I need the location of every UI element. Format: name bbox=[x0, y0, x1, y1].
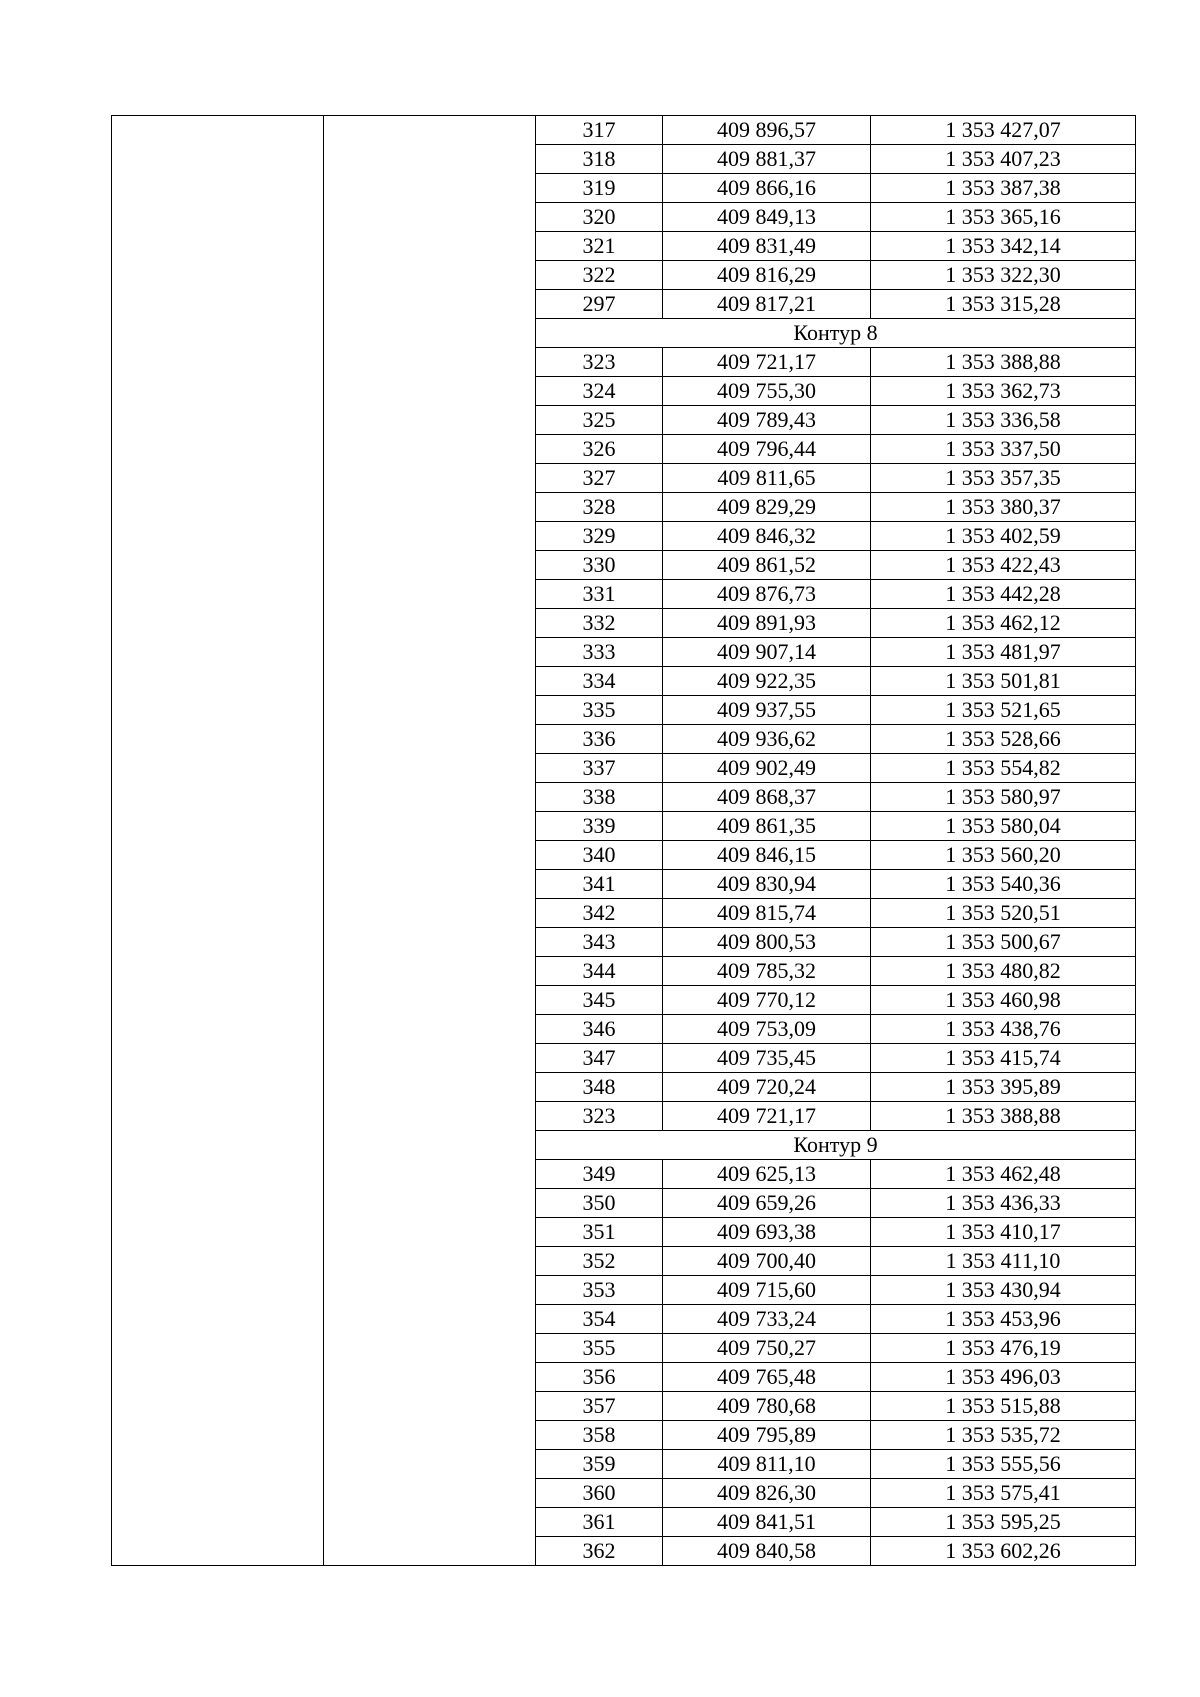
coord-x-cell: 409 840,58 bbox=[663, 1537, 871, 1566]
coord-y-cell: 1 353 515,88 bbox=[871, 1392, 1136, 1421]
contour-title: Контур 9 bbox=[536, 1131, 1136, 1160]
point-number-cell: 331 bbox=[536, 580, 663, 609]
coord-y-cell: 1 353 575,41 bbox=[871, 1479, 1136, 1508]
coord-x-cell: 409 750,27 bbox=[663, 1334, 871, 1363]
coord-x-cell: 409 829,29 bbox=[663, 493, 871, 522]
coord-y-cell: 1 353 462,12 bbox=[871, 609, 1136, 638]
coord-y-cell: 1 353 387,38 bbox=[871, 174, 1136, 203]
point-number-cell: 361 bbox=[536, 1508, 663, 1537]
point-number-cell: 335 bbox=[536, 696, 663, 725]
coord-x-cell: 409 866,16 bbox=[663, 174, 871, 203]
point-number-cell: 332 bbox=[536, 609, 663, 638]
coord-y-cell: 1 353 476,19 bbox=[871, 1334, 1136, 1363]
coord-x-cell: 409 720,24 bbox=[663, 1073, 871, 1102]
coord-x-cell: 409 936,62 bbox=[663, 725, 871, 754]
coord-x-cell: 409 733,24 bbox=[663, 1305, 871, 1334]
point-number-cell: 348 bbox=[536, 1073, 663, 1102]
coord-y-cell: 1 353 580,97 bbox=[871, 783, 1136, 812]
table-row bbox=[112, 116, 1136, 145]
coord-x-cell: 409 861,52 bbox=[663, 551, 871, 580]
point-number-cell: 322 bbox=[536, 261, 663, 290]
coord-y-cell: 1 353 422,43 bbox=[871, 551, 1136, 580]
point-number-cell: 333 bbox=[536, 638, 663, 667]
point-number-cell: 344 bbox=[536, 957, 663, 986]
coord-y-cell: 1 353 322,30 bbox=[871, 261, 1136, 290]
point-number-cell: 329 bbox=[536, 522, 663, 551]
coord-y-cell: 1 353 365,16 bbox=[871, 203, 1136, 232]
coord-x-cell: 409 937,55 bbox=[663, 696, 871, 725]
coord-x-cell: 409 700,40 bbox=[663, 1247, 871, 1276]
coord-y-cell: 1 353 388,88 bbox=[871, 348, 1136, 377]
coord-y-cell: 1 353 520,51 bbox=[871, 899, 1136, 928]
point-number-cell: 347 bbox=[536, 1044, 663, 1073]
point-number-cell: 340 bbox=[536, 841, 663, 870]
coord-x-cell: 409 922,35 bbox=[663, 667, 871, 696]
coordinates-table-body bbox=[112, 116, 1136, 1566]
point-number-cell: 328 bbox=[536, 493, 663, 522]
coord-x-cell: 409 693,38 bbox=[663, 1218, 871, 1247]
point-number-cell: 354 bbox=[536, 1305, 663, 1334]
left-blank-column-2 bbox=[324, 116, 536, 1566]
coord-y-cell: 1 353 395,89 bbox=[871, 1073, 1136, 1102]
coord-x-cell: 409 876,73 bbox=[663, 580, 871, 609]
coord-y-cell: 1 353 427,07 bbox=[871, 116, 1136, 145]
coord-y-cell: 1 353 555,56 bbox=[871, 1450, 1136, 1479]
coord-x-cell: 409 826,30 bbox=[663, 1479, 871, 1508]
coord-y-cell: 1 353 342,14 bbox=[871, 232, 1136, 261]
coord-y-cell: 1 353 415,74 bbox=[871, 1044, 1136, 1073]
coord-x-cell: 409 849,13 bbox=[663, 203, 871, 232]
coord-x-cell: 409 735,45 bbox=[663, 1044, 871, 1073]
point-number-cell: 317 bbox=[536, 116, 663, 145]
point-number-cell: 326 bbox=[536, 435, 663, 464]
coord-y-cell: 1 353 481,97 bbox=[871, 638, 1136, 667]
coord-x-cell: 409 780,68 bbox=[663, 1392, 871, 1421]
coord-x-cell: 409 881,37 bbox=[663, 145, 871, 174]
coord-x-cell: 409 816,29 bbox=[663, 261, 871, 290]
point-number-cell: 356 bbox=[536, 1363, 663, 1392]
coord-y-cell: 1 353 357,35 bbox=[871, 464, 1136, 493]
point-number-cell: 349 bbox=[536, 1160, 663, 1189]
point-number-cell: 327 bbox=[536, 464, 663, 493]
point-number-cell: 321 bbox=[536, 232, 663, 261]
coordinates-table bbox=[111, 115, 1136, 1566]
coord-x-cell: 409 846,15 bbox=[663, 841, 871, 870]
point-number-cell: 323 bbox=[536, 1102, 663, 1131]
coord-y-cell: 1 353 500,67 bbox=[871, 928, 1136, 957]
coord-y-cell: 1 353 540,36 bbox=[871, 870, 1136, 899]
coord-y-cell: 1 353 436,33 bbox=[871, 1189, 1136, 1218]
coord-x-cell: 409 721,17 bbox=[663, 1102, 871, 1131]
coord-y-cell: 1 353 442,28 bbox=[871, 580, 1136, 609]
coord-y-cell: 1 353 336,58 bbox=[871, 406, 1136, 435]
coord-x-cell: 409 868,37 bbox=[663, 783, 871, 812]
point-number-cell: 360 bbox=[536, 1479, 663, 1508]
coord-x-cell: 409 789,43 bbox=[663, 406, 871, 435]
coord-x-cell: 409 715,60 bbox=[663, 1276, 871, 1305]
coord-x-cell: 409 861,35 bbox=[663, 812, 871, 841]
coord-x-cell: 409 817,21 bbox=[663, 290, 871, 319]
coord-y-cell: 1 353 560,20 bbox=[871, 841, 1136, 870]
point-number-cell: 353 bbox=[536, 1276, 663, 1305]
coord-y-cell: 1 353 453,96 bbox=[871, 1305, 1136, 1334]
point-number-cell: 352 bbox=[536, 1247, 663, 1276]
coord-x-cell: 409 891,93 bbox=[663, 609, 871, 638]
point-number-cell: 334 bbox=[536, 667, 663, 696]
coord-x-cell: 409 902,49 bbox=[663, 754, 871, 783]
coord-y-cell: 1 353 388,88 bbox=[871, 1102, 1136, 1131]
coord-x-cell: 409 795,89 bbox=[663, 1421, 871, 1450]
coord-x-cell: 409 896,57 bbox=[663, 116, 871, 145]
left-blank-column-1 bbox=[112, 116, 324, 1566]
coord-y-cell: 1 353 535,72 bbox=[871, 1421, 1136, 1450]
point-number-cell: 359 bbox=[536, 1450, 663, 1479]
point-number-cell: 343 bbox=[536, 928, 663, 957]
coord-x-cell: 409 785,32 bbox=[663, 957, 871, 986]
point-number-cell: 351 bbox=[536, 1218, 663, 1247]
coord-x-cell: 409 753,09 bbox=[663, 1015, 871, 1044]
coord-y-cell: 1 353 554,82 bbox=[871, 754, 1136, 783]
coord-y-cell: 1 353 462,48 bbox=[871, 1160, 1136, 1189]
coord-y-cell: 1 353 337,50 bbox=[871, 435, 1136, 464]
coord-y-cell: 1 353 501,81 bbox=[871, 667, 1136, 696]
coord-y-cell: 1 353 528,66 bbox=[871, 725, 1136, 754]
point-number-cell: 318 bbox=[536, 145, 663, 174]
coord-x-cell: 409 811,10 bbox=[663, 1450, 871, 1479]
point-number-cell: 357 bbox=[536, 1392, 663, 1421]
coord-x-cell: 409 841,51 bbox=[663, 1508, 871, 1537]
point-number-cell: 319 bbox=[536, 174, 663, 203]
coord-y-cell: 1 353 595,25 bbox=[871, 1508, 1136, 1537]
point-number-cell: 338 bbox=[536, 783, 663, 812]
point-number-cell: 346 bbox=[536, 1015, 663, 1044]
coord-x-cell: 409 796,44 bbox=[663, 435, 871, 464]
point-number-cell: 362 bbox=[536, 1537, 663, 1566]
coord-y-cell: 1 353 430,94 bbox=[871, 1276, 1136, 1305]
point-number-cell: 339 bbox=[536, 812, 663, 841]
coord-x-cell: 409 625,13 bbox=[663, 1160, 871, 1189]
coord-x-cell: 409 815,74 bbox=[663, 899, 871, 928]
point-number-cell: 325 bbox=[536, 406, 663, 435]
coord-y-cell: 1 353 407,23 bbox=[871, 145, 1136, 174]
coord-y-cell: 1 353 460,98 bbox=[871, 986, 1136, 1015]
point-number-cell: 297 bbox=[536, 290, 663, 319]
point-number-cell: 355 bbox=[536, 1334, 663, 1363]
coord-x-cell: 409 659,26 bbox=[663, 1189, 871, 1218]
coord-x-cell: 409 755,30 bbox=[663, 377, 871, 406]
coord-x-cell: 409 846,32 bbox=[663, 522, 871, 551]
coord-x-cell: 409 765,48 bbox=[663, 1363, 871, 1392]
point-number-cell: 358 bbox=[536, 1421, 663, 1450]
coord-y-cell: 1 353 480,82 bbox=[871, 957, 1136, 986]
contour-title: Контур 8 bbox=[536, 319, 1136, 348]
coord-y-cell: 1 353 410,17 bbox=[871, 1218, 1136, 1247]
coord-x-cell: 409 811,65 bbox=[663, 464, 871, 493]
coord-x-cell: 409 830,94 bbox=[663, 870, 871, 899]
coord-x-cell: 409 907,14 bbox=[663, 638, 871, 667]
point-number-cell: 345 bbox=[536, 986, 663, 1015]
coord-y-cell: 1 353 380,37 bbox=[871, 493, 1136, 522]
coord-y-cell: 1 353 602,26 bbox=[871, 1537, 1136, 1566]
coord-x-cell: 409 770,12 bbox=[663, 986, 871, 1015]
coord-x-cell: 409 800,53 bbox=[663, 928, 871, 957]
coord-y-cell: 1 353 438,76 bbox=[871, 1015, 1136, 1044]
coord-y-cell: 1 353 521,65 bbox=[871, 696, 1136, 725]
point-number-cell: 341 bbox=[536, 870, 663, 899]
coord-y-cell: 1 353 411,10 bbox=[871, 1247, 1136, 1276]
point-number-cell: 320 bbox=[536, 203, 663, 232]
coord-x-cell: 409 831,49 bbox=[663, 232, 871, 261]
coord-y-cell: 1 353 496,03 bbox=[871, 1363, 1136, 1392]
point-number-cell: 342 bbox=[536, 899, 663, 928]
point-number-cell: 323 bbox=[536, 348, 663, 377]
point-number-cell: 330 bbox=[536, 551, 663, 580]
point-number-cell: 324 bbox=[536, 377, 663, 406]
coord-y-cell: 1 353 315,28 bbox=[871, 290, 1136, 319]
point-number-cell: 336 bbox=[536, 725, 663, 754]
coord-y-cell: 1 353 580,04 bbox=[871, 812, 1136, 841]
point-number-cell: 337 bbox=[536, 754, 663, 783]
coord-x-cell: 409 721,17 bbox=[663, 348, 871, 377]
point-number-cell: 350 bbox=[536, 1189, 663, 1218]
coord-y-cell: 1 353 402,59 bbox=[871, 522, 1136, 551]
coord-y-cell: 1 353 362,73 bbox=[871, 377, 1136, 406]
